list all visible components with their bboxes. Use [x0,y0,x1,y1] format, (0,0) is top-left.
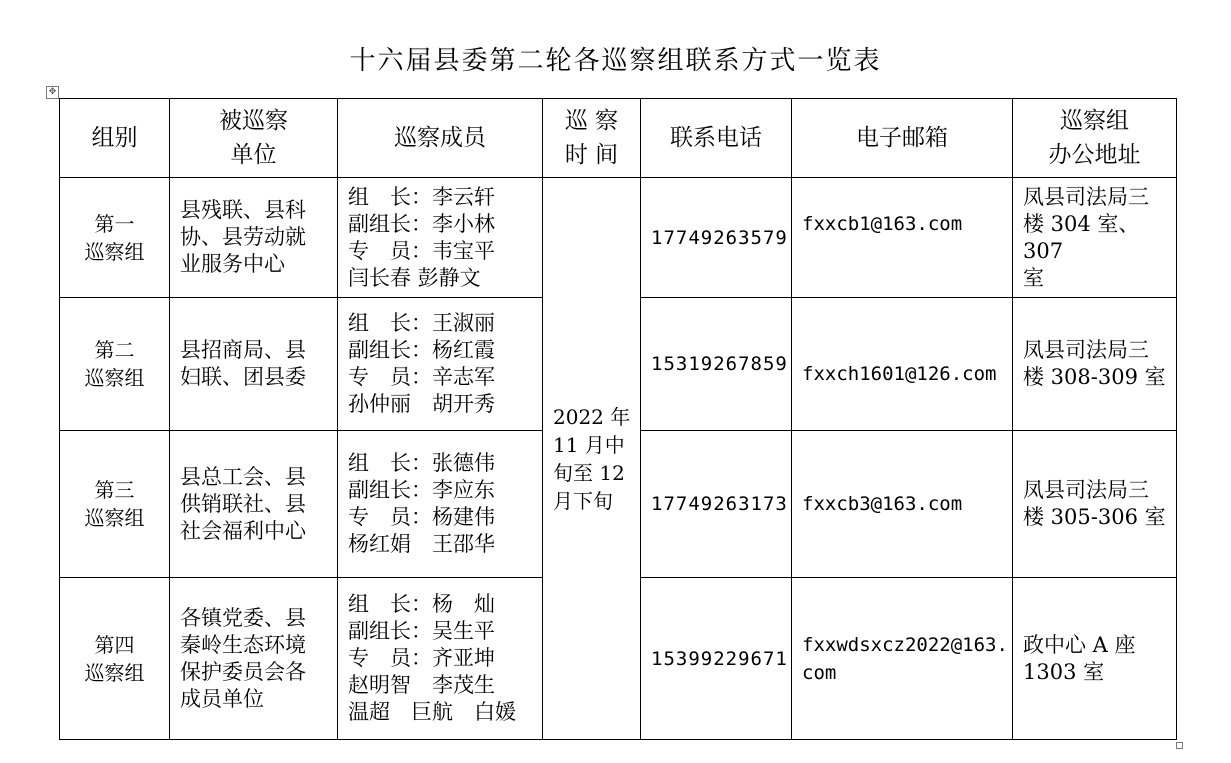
header-phone: 联系电话 [641,99,792,178]
address-cell: 凤县司法局三 楼 304 室、307 室 [1013,178,1177,298]
unit-cell: 县总工会、县 供销联社、县 社会福利中心 [170,431,338,578]
header-row [60,99,1177,178]
header-unit: 被巡察 单位 [170,99,338,178]
document-title: 十六届县委第二轮各巡察组联系方式一览表 [349,46,882,76]
address-cell: 凤县司法局三 楼 305-306 室 [1013,431,1177,578]
members-cell: 组 长：张德伟 副组长：李应东 专 员：杨建伟 杨红娟 王邵华 [338,431,543,578]
header-email: 电子邮箱 [792,99,1013,178]
header-group: 组别 [60,99,170,178]
address-cell: 凤县司法局三 楼 308-309 室 [1013,298,1177,431]
group-cell: 第四 巡察组 [60,578,170,740]
address-cell: 政中心 A 座 1303 室 [1013,578,1177,740]
time-cell: 2022 年 11 月中 旬至 12 月下旬 [543,178,641,740]
group-cell: 第二 巡察组 [60,298,170,431]
email-cell: fxxch1601@126.com [792,298,1013,431]
table-move-handle-icon[interactable]: ✥ [46,86,59,99]
phone-cell: 15399229671 [641,578,792,740]
email-cell: fxxwdsxcz2022@163.com [792,578,1013,740]
group-cell: 第三 巡察组 [60,431,170,578]
members-cell: 组 长：杨 灿 副组长：吴生平 专 员：齐亚坤 赵明智 李茂生 温超 巨航 白媛 [338,578,543,740]
group-cell: 第一 巡察组 [60,178,170,298]
members-cell: 组 长：王淑丽 副组长：杨红霞 专 员：辛志军 孙仲丽 胡开秀 [338,298,543,431]
phone-cell: 17749263173 [641,431,792,578]
email-cell: fxxcb3@163.com [792,431,1013,578]
phone-cell: 17749263579 [641,178,792,298]
unit-cell: 县残联、县科 协、县劳动就 业服务中心 [170,178,338,298]
header-address: 巡察组 办公地址 [1013,99,1177,178]
header-members: 巡察成员 [338,99,543,178]
header-time: 巡 察 时 间 [543,99,641,178]
table-resize-handle-icon[interactable] [1176,742,1183,749]
unit-cell: 各镇党委、县 秦岭生态环境 保护委员会各 成员单位 [170,578,338,740]
phone-cell: 15319267859 [641,298,792,431]
members-cell: 组 长：李云轩 副组长：李小林 专 员：韦宝平 闫长春 彭静文 [338,178,543,298]
email-cell: fxxcb1@163.com [792,178,1013,298]
contact-table [59,98,1177,740]
unit-cell: 县招商局、县 妇联、团县委 [170,298,338,431]
table-row [60,178,1177,298]
